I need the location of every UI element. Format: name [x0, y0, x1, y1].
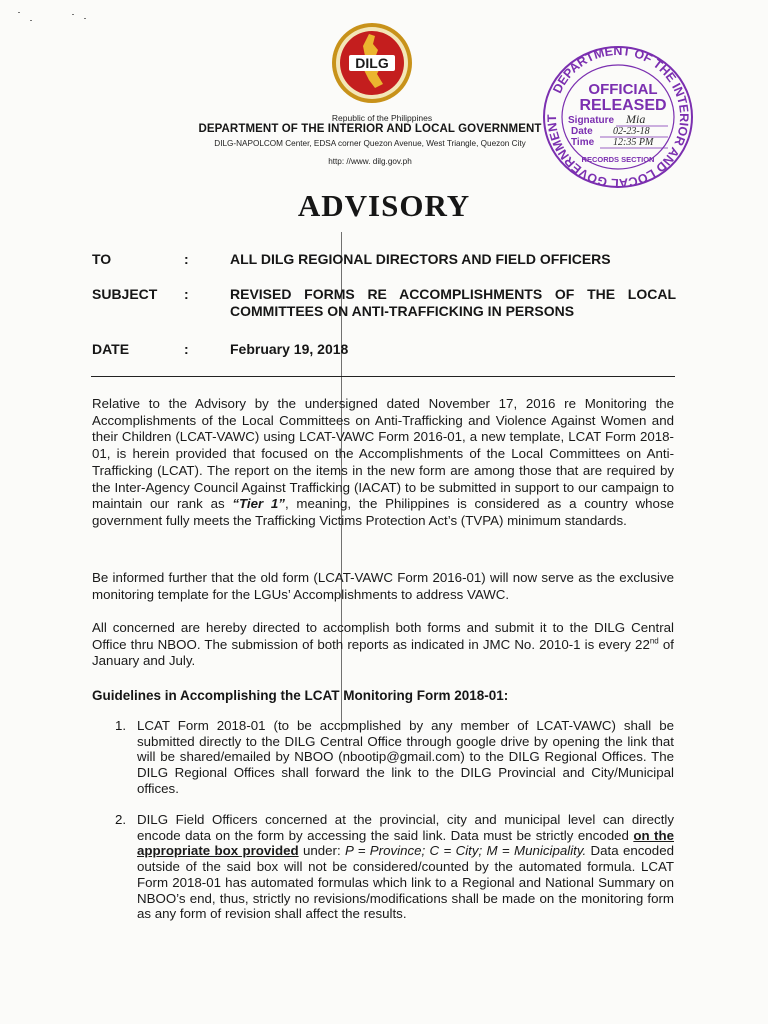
- paragraph-1: Relative to the Advisory by the undersigned dated November 17, 2016 re Monitoring the Accomplishments of the Local Committees on Anti-Trafficking and Violence Against Women and their Children (LCAT-VAWC) using LCAT-VAWC Form 2016-01, a new template, LCAT Form 2018-01, is herein provided that focused on the Accomplishments of the Local Committees on Anti-Trafficking (LCAT). The report on the items in the new form are among those that are required by the Inter-Agency Council Against Trafficking (IACAT) to be submitted in support to our campaign to maintain our rank as “Tier 1”, meaning, the Philippines is considered as a country whose government fully meets the Trafficking Victims Protection Act’s (TVPA) minimum standards.: [92, 396, 674, 528]
- stamp-time-value: 12:35 PM: [613, 137, 654, 148]
- date-colon: :: [184, 341, 189, 357]
- dilg-seal: [331, 22, 413, 104]
- stamp-date-label: Date: [571, 126, 593, 137]
- stamp-signature-label: Signature: [568, 115, 615, 126]
- date-label: DATE: [92, 341, 130, 357]
- scan-speck: [72, 14, 74, 15]
- scan-speck: [84, 18, 86, 19]
- office-address: DILG-NAPOLCOM Center, EDSA corner Quezon Avenue, West Triangle, Quezon City: [214, 139, 526, 148]
- stamp-time-label: Time: [571, 137, 595, 148]
- scan-speck: [30, 20, 32, 21]
- list-item-number: 1.: [115, 718, 127, 733]
- republic-line: Republic of the Philippines: [331, 113, 433, 123]
- subject-label: SUBJECT: [92, 286, 158, 302]
- paragraph-2: Be informed further that the old form (LCAT-VAWC Form 2016-01) will now serve as the exclusive monitoring template for the LGUs’ Accomplishments to address VAWC.: [92, 570, 674, 602]
- subject-colon: :: [184, 286, 189, 302]
- header-divider: [91, 376, 675, 377]
- guidelines-heading: Guidelines in Accomplishing the LCAT Monitoring Form 2018-01:: [92, 688, 509, 703]
- to-value: ALL DILG REGIONAL DIRECTORS AND FIELD OFFICERS: [230, 251, 611, 267]
- seal-text: DILG: [355, 55, 389, 71]
- scan-speck: [18, 12, 20, 13]
- tier-emphasis: “Tier 1”: [232, 496, 285, 512]
- list-item: DILG Field Officers concerned at the provincial, city and municipal level can directly encode data on the form by accessing the said link. Data must be strictly encoded on the appropriate box provided under: P = Province; C = City; M = Municipality. Data encoded outside of the said box will not be considered/counted by the automated formula. LCAT Form 2018-01 has automated formulas which link to a Regional and National Summary on NBOO’s end, thus, strictly no revisions/modifications shall be made on the monitoring form as any form of revision shall affect the results.: [137, 812, 674, 922]
- to-colon: :: [184, 251, 189, 267]
- stamp-date-value: 02-23-18: [613, 126, 650, 137]
- official-released-stamp: [528, 42, 708, 192]
- list-item-number: 2.: [115, 812, 127, 827]
- underlined-phrase: on the appropriate box provided: [137, 827, 674, 859]
- stamp-section: RECORDS SECTION: [581, 155, 655, 164]
- stamp-released: RELEASED: [579, 97, 667, 114]
- list-item: LCAT Form 2018-01 (to be accomplished by any member of LCAT-VAWC) shall be submitted directly to the DILG Central Office through google drive by opening the link that will be shared/emailed by NBOO (nbootip@gmail.com) to the DILG Regional Offices. The DILG Regional Offices shall forward the link to the DILG Provincial and City/Municipal offices.: [137, 718, 674, 796]
- stamp-official: OFFICIAL: [588, 81, 658, 98]
- stamp-signature-value: Mia: [626, 112, 646, 126]
- date-value: February 19, 2018: [230, 341, 349, 357]
- stamp-ring-text: DEPARTMENT OF THE INTERIOR AND LOCAL GOVERNMENT: [544, 43, 692, 191]
- paragraph-3: All concerned are hereby directed to accomplish both forms and submit it to the DILG Central Office thru NBOO. The submission of both reports as indicated in JMC No. 2010-1 is every 22nd of January and July.: [92, 620, 674, 669]
- document-title: ADVISORY: [297, 188, 471, 223]
- website-url: http: //www. dilg.gov.ph: [328, 157, 412, 166]
- to-label: TO: [92, 251, 112, 267]
- department-name: DEPARTMENT OF THE INTERIOR AND LOCAL GOVERNMENT: [198, 123, 542, 135]
- subject-value: REVISED FORMS RE ACCOMPLISHMENTS OF THE LOCAL COMMITTEES ON ANTI-TRAFFICKING IN PERSONS: [230, 286, 676, 319]
